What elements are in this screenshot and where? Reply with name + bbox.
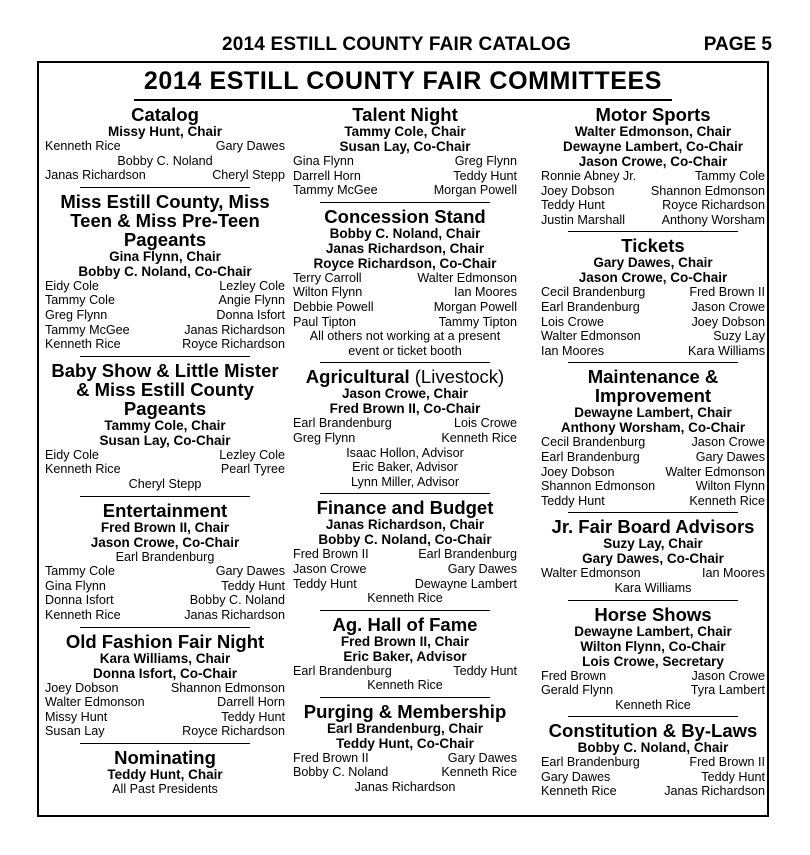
committee-officer: Royce Richardson, Co-Chair <box>313 255 497 271</box>
member-name: Ronnie Abney Jr. <box>541 169 637 183</box>
committee-title <box>541 236 765 255</box>
member-name: Janas Richardson <box>184 322 285 337</box>
member-row <box>541 494 765 509</box>
committee-title <box>45 361 285 418</box>
member-name: Gary Dawes <box>215 139 285 153</box>
member-name: Joey Dobson <box>45 680 119 695</box>
member-name: Kenneth Rice <box>45 139 121 153</box>
member-name: Gina Flynn <box>293 154 354 168</box>
member-row <box>293 591 517 606</box>
committee-baby-show-little-mister-miss-estill-county-pageants <box>45 361 285 492</box>
member-name: Tyra Lambert <box>690 683 765 698</box>
member-row <box>541 698 765 713</box>
member-name: Walter Edmonson <box>417 270 517 285</box>
committee-maintenance-improvement <box>541 367 765 508</box>
member-row <box>541 329 765 344</box>
committee-purging-membership <box>293 702 517 795</box>
member-name: Fred Brown <box>541 668 607 683</box>
committee-title-text: Motor Sports <box>595 104 711 125</box>
committee-entertainment <box>45 501 285 623</box>
member-name: Greg Flynn <box>45 307 108 322</box>
member-name: Teddy Hunt <box>701 769 765 784</box>
member-name: Walter Edmonson <box>541 329 641 344</box>
member-row <box>293 664 517 679</box>
member-row <box>293 154 517 169</box>
member-name: Teddy Hunt <box>453 168 517 183</box>
member-name: Janas Richardson <box>664 784 765 799</box>
committee-officer: Bobby C. Noland, Chair <box>329 225 481 241</box>
committee-title <box>541 517 765 536</box>
committee-title-text: Catalog <box>131 104 199 125</box>
member-name: Joey Dobson <box>691 314 765 329</box>
committee-motor-sports <box>541 105 765 227</box>
section-divider <box>320 697 490 698</box>
member-name: Gary Dawes <box>215 564 285 579</box>
member-row <box>45 168 285 183</box>
member-name: Royce Richardson <box>182 724 285 739</box>
committee-officer: Dewayne Lambert, Chair <box>574 623 732 639</box>
member-name: Gary Dawes <box>447 561 517 576</box>
member-row <box>293 547 517 562</box>
member-name: Kenneth Rice <box>541 784 617 799</box>
member-row <box>293 780 517 795</box>
member-name: Teddy Hunt <box>221 709 285 724</box>
member-name: Darrell Horn <box>293 168 361 183</box>
member-name: Fred Brown II <box>689 285 765 300</box>
member-name: Donna Isfort <box>216 307 285 322</box>
member-name: Walter Edmonson <box>541 566 641 581</box>
section-divider <box>80 187 250 188</box>
committee-title-text: Miss Estill County, Miss Teen & Miss Pre-Teen Pageants <box>60 190 270 250</box>
member-name: Wilton Flynn <box>293 285 363 300</box>
member-row <box>541 184 765 199</box>
member-name: Susan Lay <box>45 724 105 739</box>
committee-officer: Fred Brown II, Chair <box>340 633 470 649</box>
committee-talent-night <box>293 105 517 198</box>
member-name: Wilton Flynn <box>695 479 765 494</box>
member-row <box>45 279 285 294</box>
member-row <box>45 448 285 463</box>
member-row <box>541 198 765 213</box>
committee-officer: Suzy Lay, Chair <box>603 536 703 552</box>
member-row <box>541 479 765 494</box>
member-name: Teddy Hunt <box>453 663 517 678</box>
member-name: Janas Richardson <box>354 780 456 795</box>
member-row <box>541 669 765 684</box>
member-row <box>541 169 765 184</box>
committee-officer: Susan Lay, Co-Chair <box>339 139 471 154</box>
member-name: Gary Dawes <box>541 769 611 784</box>
section-divider <box>320 493 490 494</box>
member-name: Fred Brown II <box>293 750 369 765</box>
member-name: Earl Brandenburg <box>541 299 640 314</box>
member-name: Suzy Lay <box>713 329 765 344</box>
committee-officer: Bobby C. Noland, Co-Chair <box>78 263 252 279</box>
committee-officer: Fred Brown II, Co-Chair <box>329 401 481 417</box>
member-row <box>293 577 517 592</box>
member-name: Bobby C. Noland <box>117 153 213 168</box>
committee-title-sub: (Livestock) <box>409 366 505 388</box>
page-header <box>0 34 810 60</box>
committee-title-text: Tickets <box>621 235 685 257</box>
committee-title <box>293 105 517 124</box>
member-row <box>541 683 765 698</box>
member-row <box>45 308 285 323</box>
member-row <box>541 755 765 770</box>
member-name: Tammy Cole <box>45 293 115 308</box>
member-row <box>45 477 285 492</box>
member-name: Earl Brandenburg <box>115 549 215 564</box>
member-name: Joey Dobson <box>541 183 615 198</box>
member-name: Gina Flynn <box>45 578 106 593</box>
member-name: Walter Edmonson <box>45 695 145 710</box>
committee-officer: Tammy Cole, Chair <box>104 417 226 433</box>
committee-ag-hall-of-fame <box>293 615 517 693</box>
committee-title-text: Horse Shows <box>594 603 712 625</box>
member-name: Ian Moores <box>454 285 517 300</box>
member-name: Missy Hunt <box>45 709 108 724</box>
committee-title-text: Constitution & By-Laws <box>548 720 758 742</box>
member-row <box>293 678 517 693</box>
member-row <box>293 431 517 446</box>
committee-title <box>293 367 517 386</box>
member-name: Lezley Cole <box>219 447 285 462</box>
committee-finance-and-budget <box>293 498 517 605</box>
section-divider <box>320 202 490 203</box>
committee-title <box>541 105 765 124</box>
committee-officer: Lois Crowe, Secretary <box>582 653 724 669</box>
member-row <box>293 562 517 577</box>
member-name: Joey Dobson <box>541 464 615 479</box>
member-row <box>293 183 517 198</box>
member-name: Cecil Brandenburg <box>541 285 646 300</box>
committee-title-text: Maintenance & Improvement <box>587 366 719 407</box>
member-name: Kara Williams <box>614 580 692 595</box>
column-2 <box>293 105 517 795</box>
member-name: Cheryl Stepp <box>212 168 285 183</box>
member-name: Cecil Brandenburg <box>541 435 646 450</box>
catalog-title: 2014 ESTILL COUNTY FAIR CATALOG <box>222 34 571 55</box>
committee-title <box>541 605 765 624</box>
member-row <box>45 564 285 579</box>
committee-title <box>293 702 517 721</box>
member-name: Bobby C. Noland <box>293 765 389 780</box>
member-name: Gary Dawes <box>447 750 517 765</box>
section-divider <box>80 496 250 497</box>
committee-concession-stand <box>293 207 517 359</box>
member-name: Tammy Tipton <box>438 314 517 329</box>
member-row <box>541 435 765 450</box>
member-row <box>45 681 285 696</box>
member-name: Morgan Powell <box>433 299 517 314</box>
committee-officer: Anthony Worsham, Co-Chair <box>560 420 746 436</box>
member-name: Fred Brown II <box>293 547 369 562</box>
member-name: Kenneth Rice <box>45 607 121 622</box>
member-row <box>541 300 765 315</box>
member-row <box>45 462 285 477</box>
section-divider <box>80 356 250 357</box>
committee-officer: Gina Flynn, Chair <box>109 248 221 264</box>
committee-officer: Jason Crowe, Co-Chair <box>90 534 240 550</box>
committee-officer: Earl Brandenburg, Chair <box>326 720 484 736</box>
member-name: Lynn Miller, Advisor <box>350 474 460 489</box>
committee-officer: Teddy Hunt, Chair <box>107 766 223 782</box>
member-row <box>293 446 517 461</box>
member-name: Lezley Cole <box>219 278 285 293</box>
committee-officer: Wilton Flynn, Co-Chair <box>580 638 726 654</box>
committee-officer: Tammy Cole, Chair <box>344 124 466 139</box>
committee-officer: Jason Crowe, Co-Chair <box>578 270 728 286</box>
committee-officer: Janas Richardson, Chair <box>325 240 485 256</box>
committee-title-text: Talent Night <box>352 104 458 125</box>
committee-title-text: Nominating <box>114 746 216 768</box>
member-row <box>293 751 517 766</box>
member-row <box>541 450 765 465</box>
member-name: Kenneth Rice <box>367 678 443 693</box>
member-name: Kenneth Rice <box>441 430 517 445</box>
member-name: Shannon Edmonson <box>650 183 765 198</box>
committee-title-text: Entertainment <box>102 499 228 521</box>
member-name: Earl Brandenburg <box>418 547 517 562</box>
member-name: Kenneth Rice <box>45 337 121 352</box>
committee-title <box>293 615 517 634</box>
member-name: Debbie Powell <box>293 299 374 314</box>
member-row <box>293 271 517 286</box>
committee-officer: Janas Richardson, Chair <box>325 517 485 533</box>
member-name: Anthony Worsham <box>661 212 765 227</box>
member-row <box>45 154 285 169</box>
committee-miss-estill-county-miss-teen-miss-pre-teen-pageants <box>45 192 285 352</box>
member-name: Eidy Cole <box>45 278 99 293</box>
member-row <box>541 213 765 228</box>
member-name: Earl Brandenburg <box>293 663 392 678</box>
committee-title <box>45 501 285 520</box>
committee-officer: Dewayne Lambert, Chair <box>574 405 732 421</box>
member-name: Kenneth Rice <box>367 591 443 606</box>
member-row <box>45 293 285 308</box>
member-row <box>293 460 517 475</box>
member-name: Angie Flynn <box>218 293 285 308</box>
member-name: Earl Brandenburg <box>293 416 392 431</box>
member-name: Gerald Flynn <box>541 683 614 698</box>
member-name: Bobby C. Noland <box>189 593 285 608</box>
committee-officer: Walter Edmonson, Chair <box>574 124 732 139</box>
committee-agricultural <box>293 367 517 489</box>
committee-officer: Susan Lay, Co-Chair <box>99 432 231 448</box>
committee-title-text: Old Fashion Fair Night <box>65 630 265 652</box>
member-name: Shannon Edmonson <box>170 680 285 695</box>
member-name: Janas Richardson <box>45 168 146 183</box>
section-divider <box>568 512 738 513</box>
member-row <box>541 581 765 596</box>
member-row <box>45 608 285 623</box>
member-name: Teddy Hunt <box>221 578 285 593</box>
section-divider <box>568 716 738 717</box>
member-name: Royce Richardson <box>662 198 765 213</box>
committee-title-text: Finance and Budget <box>316 497 494 519</box>
member-name: Morgan Powell <box>433 183 517 198</box>
member-row <box>45 724 285 739</box>
committee-officer: Bobby C. Noland, Co-Chair <box>318 532 492 548</box>
member-name: Jason Crowe <box>691 299 765 314</box>
committee-jr-fair-board-advisors <box>541 517 765 595</box>
member-row <box>45 593 285 608</box>
section-divider <box>80 627 250 628</box>
member-name: Teddy Hunt <box>293 576 357 591</box>
committee-officer: Jason Crowe, Co-Chair <box>578 154 728 169</box>
committee-officer: Jason Crowe, Chair <box>341 386 469 402</box>
member-row <box>293 765 517 780</box>
member-row <box>541 344 765 359</box>
section-divider <box>80 743 250 744</box>
member-row <box>45 139 285 154</box>
member-name: Ian Moores <box>541 343 604 358</box>
member-name: Tammy McGee <box>293 183 378 198</box>
committee-title <box>293 207 517 226</box>
member-name: Paul Tipton <box>293 314 357 329</box>
committee-officer: Gary Dawes, Chair <box>593 255 713 271</box>
member-name: Gary Dawes <box>695 449 765 464</box>
member-name: Cheryl Stepp <box>128 476 202 491</box>
column-3 <box>541 105 765 799</box>
member-name: Eric Baker, Advisor <box>352 460 458 475</box>
member-row <box>45 710 285 725</box>
member-name: Teddy Hunt <box>541 493 605 508</box>
section-divider <box>320 610 490 611</box>
member-row <box>541 566 765 581</box>
member-row <box>293 315 517 330</box>
member-name: Janas Richardson <box>184 607 285 622</box>
member-name: Tammy Cole <box>45 564 115 579</box>
member-name: Kenneth Rice <box>615 697 691 712</box>
committee-title <box>45 632 285 651</box>
member-row <box>45 337 285 352</box>
member-name: Royce Richardson <box>182 337 285 352</box>
member-row <box>541 285 765 300</box>
committee-officer: Gary Dawes, Co-Chair <box>582 551 724 567</box>
member-row <box>293 475 517 490</box>
member-name: Kara Williams <box>688 343 765 358</box>
committee-title <box>45 192 285 249</box>
member-name: Jason Crowe <box>691 668 765 683</box>
committee-note: All others not working at a present event or ticket booth <box>309 329 501 358</box>
column-1 <box>45 105 285 796</box>
committees-box <box>37 61 769 817</box>
member-row <box>45 695 285 710</box>
section-divider <box>568 231 738 232</box>
member-name: Eidy Cole <box>45 447 99 462</box>
member-name: Fred Brown II <box>689 755 765 770</box>
committees-title: 2014 ESTILL COUNTY FAIR COMMITTEES <box>143 67 663 95</box>
member-name: Donna Isfort <box>45 593 114 608</box>
member-name: Pearl Tyree <box>220 462 285 477</box>
member-name: Walter Edmonson <box>665 464 765 479</box>
member-row <box>293 285 517 300</box>
member-name: Kenneth Rice <box>45 462 121 477</box>
member-name: Kenneth Rice <box>689 493 765 508</box>
member-name: Jason Crowe <box>691 435 765 450</box>
member-name: Earl Brandenburg <box>541 449 640 464</box>
committee-title-text: Agricultural <box>305 366 410 388</box>
committee-officer: Bobby C. Noland, Chair <box>577 740 729 756</box>
committee-title <box>45 105 285 124</box>
committee-title <box>541 367 765 405</box>
section-divider <box>320 362 490 363</box>
member-name: Darrell Horn <box>217 695 285 710</box>
member-row <box>45 323 285 338</box>
member-row <box>293 169 517 184</box>
committee-title-text: Concession Stand <box>324 205 486 227</box>
member-row <box>541 465 765 480</box>
member-name: Teddy Hunt <box>541 198 605 213</box>
committee-officer: Kara Williams, Chair <box>99 650 231 666</box>
title-divider <box>134 99 672 101</box>
member-row <box>541 770 765 785</box>
member-row <box>293 300 517 315</box>
member-name: Greg Flynn <box>293 430 356 445</box>
member-name: Tammy Cole <box>695 169 765 183</box>
member-name: Lois Crowe <box>541 314 604 329</box>
member-name: Kenneth Rice <box>441 765 517 780</box>
member-name: Jason Crowe <box>293 561 367 576</box>
committee-officer: Fred Brown II, Chair <box>100 519 230 535</box>
section-divider <box>568 600 738 601</box>
member-name: Lois Crowe <box>454 416 517 431</box>
member-row <box>541 784 765 799</box>
member-name: All Past Presidents <box>112 781 218 796</box>
committee-officer: Missy Hunt, Chair <box>107 124 223 139</box>
committee-catalog <box>45 105 285 183</box>
committee-officer: Eric Baker, Advisor <box>343 648 467 664</box>
committee-old-fashion-fair-night <box>45 632 285 739</box>
member-name: Ian Moores <box>702 566 765 581</box>
committee-title <box>293 498 517 517</box>
member-row <box>293 416 517 431</box>
committee-title <box>45 748 285 767</box>
committee-title-text: Baby Show & Little Mister & Miss Estill County Pageants <box>51 359 279 419</box>
committee-title-text: Jr. Fair Board Advisors <box>551 516 755 538</box>
committee-officer: Dewayne Lambert, Co-Chair <box>562 139 744 154</box>
committee-title <box>541 721 765 740</box>
member-name: Tammy McGee <box>45 322 130 337</box>
member-name: Isaac Hollon, Advisor <box>346 445 464 460</box>
member-row <box>45 782 285 797</box>
committee-nominating <box>45 748 285 797</box>
page-number: PAGE 5 <box>703 34 772 55</box>
member-name: Shannon Edmonson <box>541 479 656 494</box>
member-row <box>541 315 765 330</box>
member-name: Greg Flynn <box>454 154 517 168</box>
member-name: Dewayne Lambert <box>414 576 517 591</box>
committee-horse-shows <box>541 605 765 713</box>
member-name: Justin Marshall <box>541 212 625 227</box>
committee-officer: Donna Isfort, Co-Chair <box>93 665 237 681</box>
committee-title-text: Purging & Membership <box>303 700 507 722</box>
section-divider <box>568 362 738 363</box>
committee-title-text: Ag. Hall of Fame <box>332 613 478 635</box>
committee-constitution-by-laws <box>541 721 765 799</box>
member-name: Earl Brandenburg <box>541 755 640 770</box>
committee-officer: Teddy Hunt, Co-Chair <box>336 735 474 751</box>
committee-tickets <box>541 236 765 358</box>
member-row <box>45 550 285 565</box>
member-row <box>45 579 285 594</box>
member-name: Terry Carroll <box>293 270 362 285</box>
